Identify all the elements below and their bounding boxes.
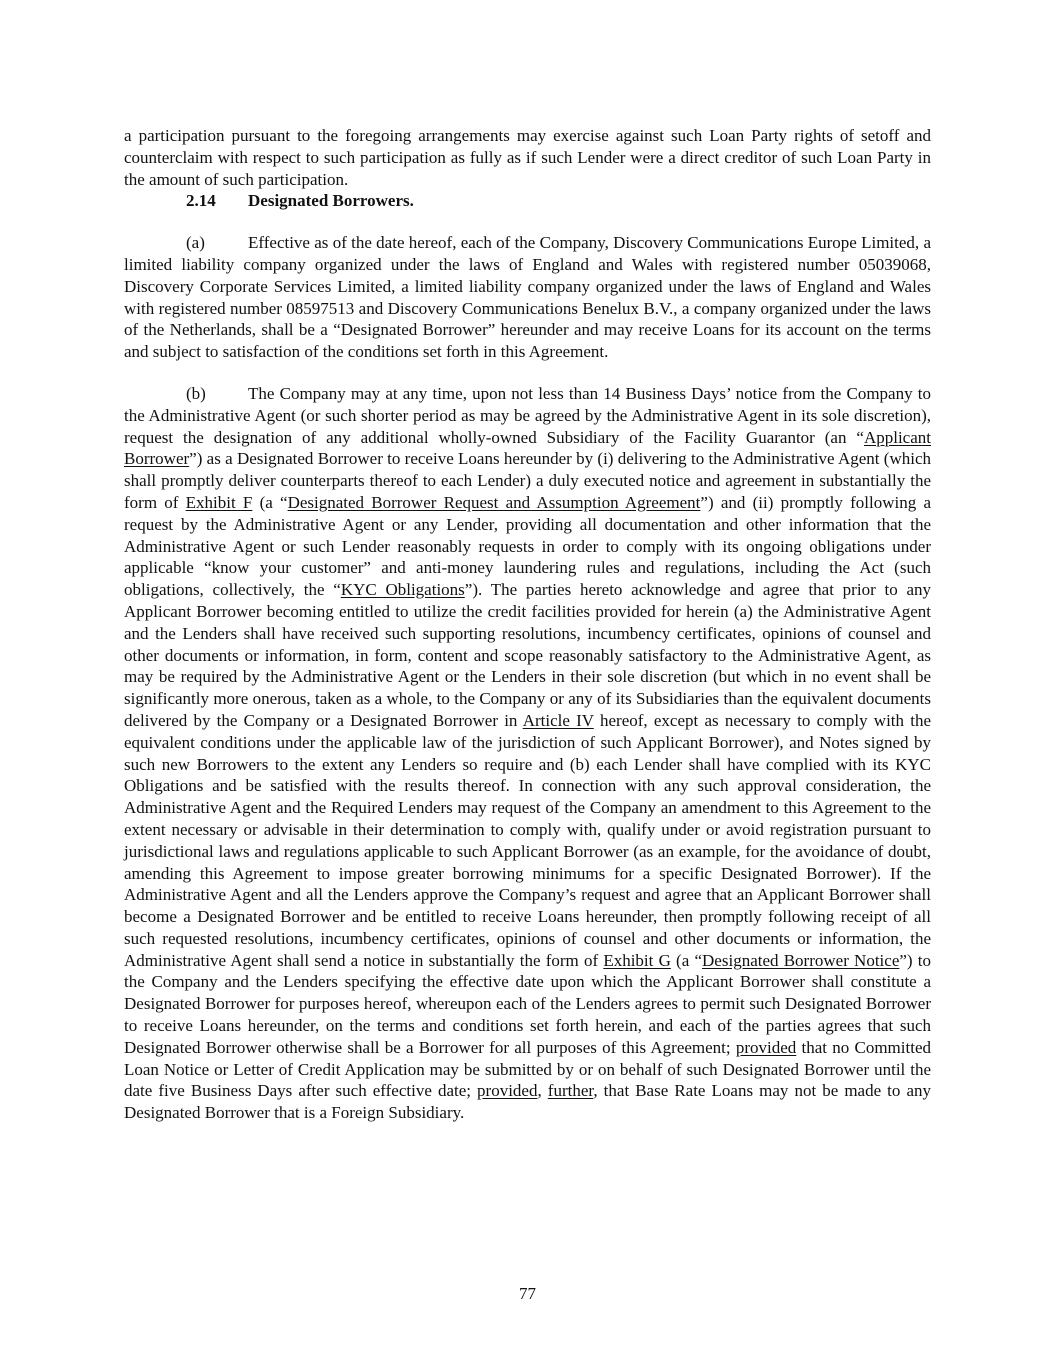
term-provided: provided: [735, 1037, 797, 1057]
text-run: The Company may at any time, upon not less than 14 Business Days’ notice from the Company to the Administrative Agent (or such shorter period as may be agreed by the Administrative Agent in its sole discretion), request the designation of any additional wholly-owned Subsidiary of the Facility Guarantor (an “: [124, 383, 931, 447]
document-page: [124, 125, 931, 1124]
section-heading: [124, 190, 931, 212]
term-further: further: [547, 1081, 594, 1101]
text-run: (a “: [252, 492, 288, 512]
reference-exhibit-g: Exhibit G: [603, 950, 671, 970]
text-run: ”) and (ii) promptly following a request by the Administrative Agent or any Lender, providing all documentation and other information that the Administrative Agent or such Lender reasonably requests in order to comply with its ongoing obligations under applicable “know your customer” and anti-money laundering rules and regulations, including the Act (such obligations, collectively, the “: [124, 492, 931, 600]
reference-exhibit-f: Exhibit F: [185, 492, 253, 512]
paragraph-a-text: Effective as of the date hereof, each of the Company, Discovery Communications Europe Limited, a limited liability company organized under the laws of England and Wales with registered number 05039068, Discovery Corporate Services Limited, a limited liability company organized under the laws of England and Wales with registered number 08597513 and Discovery Communications Benelux B.V., a company organized under the laws of the Netherlands, shall be a “Designated Borrower” hereunder and may receive Loans for its account on the terms and subject to satisfaction of the conditions set forth in this Agreement.: [124, 233, 931, 362]
text-run: (a “: [670, 950, 703, 970]
paragraph-a: [124, 232, 931, 363]
defined-term-designated-borrower-notice: Designated Borrower Notice: [702, 950, 900, 970]
defined-term-kyc-obligations: KYC Obligations: [340, 580, 465, 600]
defined-term-request-assumption-agreement: Designated Borrower Request and Assumption Agreement: [287, 492, 701, 512]
text-run: ”) to the Company and the Lenders specifying the effective date upon which the Applicant Borrower shall constitute a Designated Borrower for purposes hereof, whereupon each of the Lenders agrees to permit such Designated Borrower to receive Loans hereunder, on the terms and conditions set forth herein, and each of the parties agrees that such Designated Borrower otherwise shall be a Borrower for all purposes of this Agreement;: [124, 950, 932, 1057]
defined-term-applicant-borrower: Applicant Borrower: [124, 427, 931, 469]
paragraph-b: [124, 383, 931, 1124]
term-provided: provided: [477, 1081, 538, 1101]
text-run: ”) as a Designated Borrower to receive Loans hereunder by (i) delivering to the Administrative Agent (which shall promptly deliver counterparts thereof to each Lender) a duly executed notice and agreement in substantially the form of: [124, 449, 931, 512]
section-number: 2.14: [186, 191, 216, 211]
paragraph-b-label: (b): [186, 383, 206, 403]
paragraph-a-label: (a): [186, 233, 205, 253]
text-run: ,: [537, 1081, 548, 1101]
reference-article-iv: Article IV: [522, 710, 594, 730]
paragraph-continuation: a participation pursuant to the foregoing arrangements may exercise against such Loan Party rights of setoff and counterclaim with respect to such participation as fully as if such Lender were a direct creditor of such Loan Party in the amount of such participation.: [124, 126, 931, 189]
page-number: 77: [519, 1284, 536, 1303]
section-title: Designated Borrowers.: [248, 191, 414, 211]
text-run: , that Base Rate Loans may not be made to any Designated Borrower that is a Foreign Subsidiary.: [124, 1081, 932, 1123]
text-run: ”). The parties hereto acknowledge and agree that prior to any Applicant Borrower becoming entitled to utilize the credit facilities provided for herein (a) the Administrative Agent and the Lenders shall have received such supporting resolutions, incumbency certificates, opinions of counsel and other documents or information, in form, content and scope reasonably satisfactory to the Administrative Agent, as may be required by the Administrative Agent or the Lenders in their sole discretion (but which in no event shall be significantly more onerous, taken as a whole, to the Company or any of its Subsidiaries than the equivalent documents delivered by the Company or a Designated Borrower in: [124, 580, 931, 730]
text-run: that no Committed Loan Notice or Letter of Credit Application may be submitted by or on behalf of such Designated Borrower until the date five Business Days after such effective date;: [124, 1037, 931, 1101]
text-run: hereof, except as necessary to comply with the equivalent conditions under the applicable law of the jurisdiction of such Applicant Borrower), and Notes signed by such new Borrowers to the extent any Lenders so require and (b) each Lender shall have complied with its KYC Obligations and be satisfied with the results thereof. In connection with any such approval consideration, the Administrative Agent and the Required Lenders may request of the Company an amendment to this Agreement to the extent necessary or advisable in their determination to comply with, qualify under or avoid registration pursuant to jurisdictional laws and regulations applicable to such Applicant Borrower (as an example, for the avoidance of doubt, amending this Agreement to impose greater borrowing minimums for a specific Designated Borrower). If the Administrative Agent and all the Lenders approve the Company’s request and agree that an Applicant Borrower shall become a Designated Borrower and be entitled to receive Loans hereunder, then promptly following receipt of all such requested resolutions, incumbency certificates, opinions of counsel and other documents or information, the Administrative Agent shall send a notice in substantially the form of: [124, 710, 932, 970]
